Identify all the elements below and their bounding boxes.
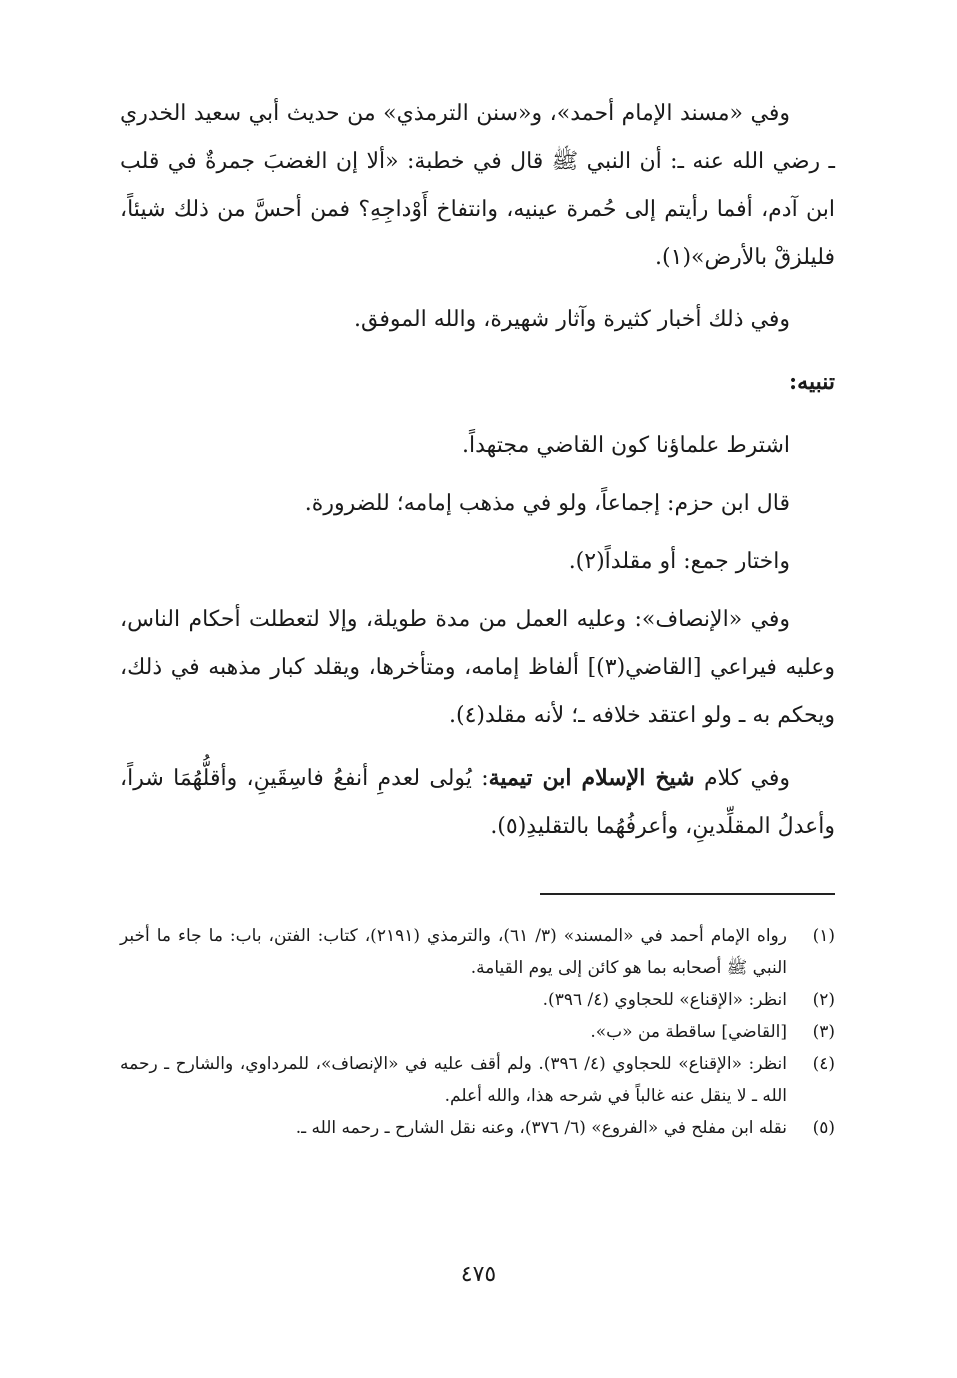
footnote-text: نقله ابن مفلح في «الفروع» (٦/ ٣٧٦)، وعنه نقل الشارح ـ رحمه الله ـ.	[295, 1118, 787, 1138]
footnote-separator	[540, 893, 835, 895]
footnote-text: انظر: «الإقناع» للحجاوي (٤/ ٣٩٦).	[542, 990, 787, 1010]
footnote-text: [القاضي] ساقطة من «ب».	[590, 1022, 787, 1042]
footnote-number: (١)	[812, 926, 835, 946]
footnote-4	[120, 1048, 835, 1112]
ibn-taymiyyah-intro: وفي كلام	[694, 766, 790, 791]
paragraph-ibn-hazm: قال ابن حزم: إجماعاً، ولو في مذهب إمامه؛ للضرورة.	[304, 491, 790, 516]
paragraph-insaf: وفي «الإنصاف»: وعليه العمل من مدة طويلة، وإلا لتعطلت أحكام الناس، وعليه فيراعي [القاضي(٣)] ألفاظ إمامه، ومتأخرها، ويقلد كبار مذهبه في ذلك، ويحكم به ـ ولو اعتقد خلافه ـ؛ لأنه مقلد(٤).	[120, 607, 835, 728]
footnote-number: (٣)	[812, 1022, 835, 1042]
ibn-taymiyyah-quote: : يُولى لعدمِ أنفعُ فاسِقَينِ، وأقلُّهُمَا شراً، وأعدلُ المقلِّدينِ، وأعرفُهُما بالتقليدِ(٥).	[120, 766, 835, 839]
paragraph-ijtihad-condition: اشترط علماؤنا كون القاضي مجتهداً.	[461, 433, 790, 458]
footnote-1	[120, 920, 835, 984]
paragraph-ikhtiyar: واختار جمع: أو مقلداً(٢).	[568, 549, 790, 574]
paragraph-musnad-hadith: وفي «مسند الإمام أحمد»، و«سنن الترمذي» من حديث أبي سعيد الخدري ـ رضي الله عنه ـ: أن النبي ﷺ قال في خطبة: «ألا إن الغضبَ جمرةٌ في قلب ابن آدم، أفما رأيتم إلى حُمرة عينيه، وانتفاخ أَوْداجِهِ؟ فمن أحسَّ من ذلك شيئاً، فليلزقْ بالأرض»(١).	[120, 101, 835, 270]
tanbih-heading: تنبيه:	[789, 369, 835, 395]
footnotes-section	[120, 920, 835, 1144]
footnote-text: رواه الإمام أحمد في «المسند» (٣/ ٦١)، والترمذي (٢١٩١)، كتاب: الفتن، باب: ما جاء ما أخبر النبي ﷺ أصحابه بما هو كائن إلى يوم القيامة.	[120, 926, 787, 978]
paragraph-akhbar: وفي ذلك أخبار كثيرة وآثار شهيرة، والله الموفق.	[353, 307, 790, 332]
footnote-3	[120, 1016, 835, 1048]
main-text	[120, 90, 835, 865]
page-number: ٤٧٥	[460, 1262, 497, 1287]
footnote-number: (٢)	[812, 990, 835, 1010]
footnote-number: (٥)	[812, 1118, 835, 1138]
paragraph-ibn-taymiyyah	[120, 754, 835, 851]
footnote-number: (٤)	[812, 1054, 835, 1074]
ibn-taymiyyah-name: شيخ الإسلام ابن تيمية	[488, 765, 695, 791]
footnote-5	[120, 1112, 835, 1144]
footnote-2	[120, 984, 835, 1016]
footnote-text: انظر: «الإقناع» للحجاوي (٤/ ٣٩٦). ولم أقف عليه في «الإنصاف»، للمرداوي، والشارح ـ رحمه الله ـ لا ينقل عنه غالباً في شرحه هذا، والله أعلم.	[120, 1054, 787, 1106]
